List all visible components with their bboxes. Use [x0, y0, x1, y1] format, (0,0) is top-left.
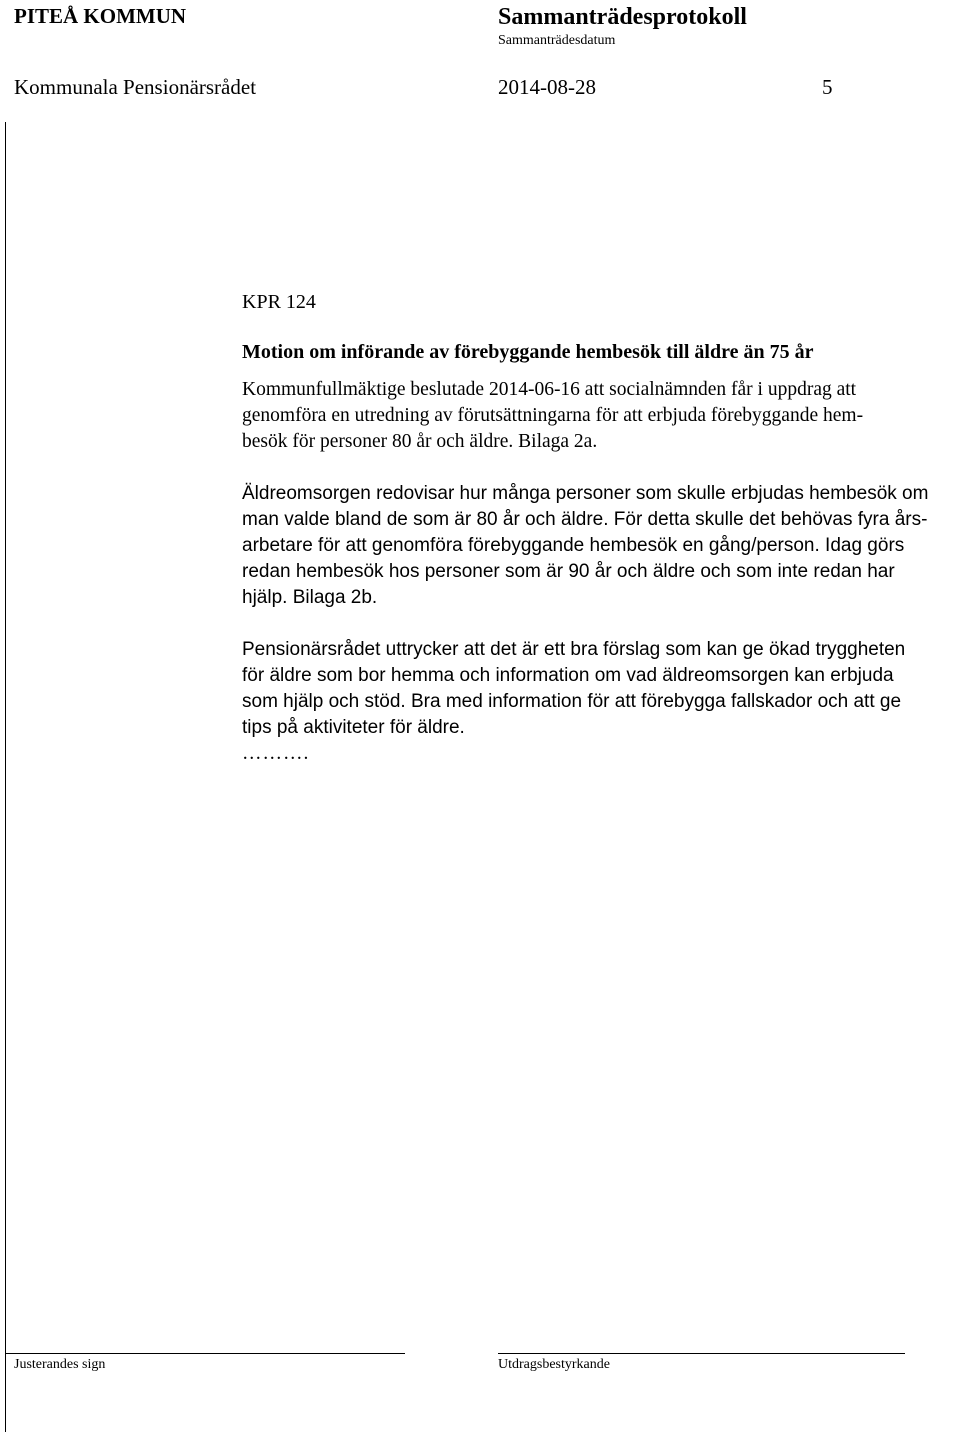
- continuation-ellipsis: ……….: [242, 743, 310, 764]
- paragraph-line: som hjälp och stöd. Bra med information för att förebygga fallskador och att ge: [242, 691, 902, 712]
- municipality-name: PITEÅ KOMMUN: [14, 4, 187, 28]
- signature-line-left: [5, 1353, 405, 1354]
- paragraph-elderly-care-report: [242, 481, 958, 611]
- adjuster-sign-label: Justerandes sign: [14, 1357, 106, 1372]
- meeting-date-label: Sammanträdesdatum: [498, 33, 616, 48]
- paragraph-line: Äldreomsorgen redovisar hur många personer som skulle erbjudas hembesök om: [242, 483, 929, 504]
- paragraph-decision: [242, 377, 958, 455]
- paragraph-council-opinion: [242, 637, 958, 741]
- meeting-date: 2014-08-28: [498, 75, 596, 99]
- paragraph-line: besök för personer 80 år och äldre. Bilaga 2a.: [242, 431, 598, 452]
- paragraph-line: redan hembesök hos personer som är 90 år och äldre och som inte redan har: [242, 561, 895, 582]
- paragraph-line: hjälp. Bilaga 2b.: [242, 587, 378, 608]
- extract-certification-label: Utdragsbestyrkande: [498, 1357, 610, 1372]
- council-name: Kommunala Pensionärsrådet: [14, 75, 257, 99]
- section-id: KPR 124: [242, 291, 316, 313]
- paragraph-line: genomföra en utredning av förutsättningarna för att erbjuda förebyggande hem-: [242, 405, 864, 426]
- left-margin-rule: [5, 122, 6, 1432]
- paragraph-line: arbetare för att genomföra förebyggande hembesök en gång/person. Idag görs: [242, 535, 905, 556]
- section-title: Motion om införande av förebyggande hembesök till äldre än 75 år: [242, 341, 814, 363]
- paragraph-line: Kommunfullmäktige beslutade 2014-06-16 att socialnämnden får i uppdrag att: [242, 379, 857, 400]
- paragraph-line: man valde bland de som är 80 år och äldre. För detta skulle det behövas fyra års-: [242, 509, 928, 530]
- section-content: [242, 289, 958, 767]
- paragraph-line: för äldre som bor hemma och information om vad äldreomsorgen kan erbjuda: [242, 665, 894, 686]
- signature-line-right: [498, 1353, 905, 1354]
- paragraph-line: tips på aktiviteter för äldre.: [242, 717, 465, 738]
- page-number: 5: [822, 75, 833, 99]
- paragraph-line: Pensionärsrådet uttrycker att det är ett bra förslag som kan ge ökad tryggheten: [242, 639, 906, 660]
- document-type: Sammanträdesprotokoll: [498, 4, 747, 30]
